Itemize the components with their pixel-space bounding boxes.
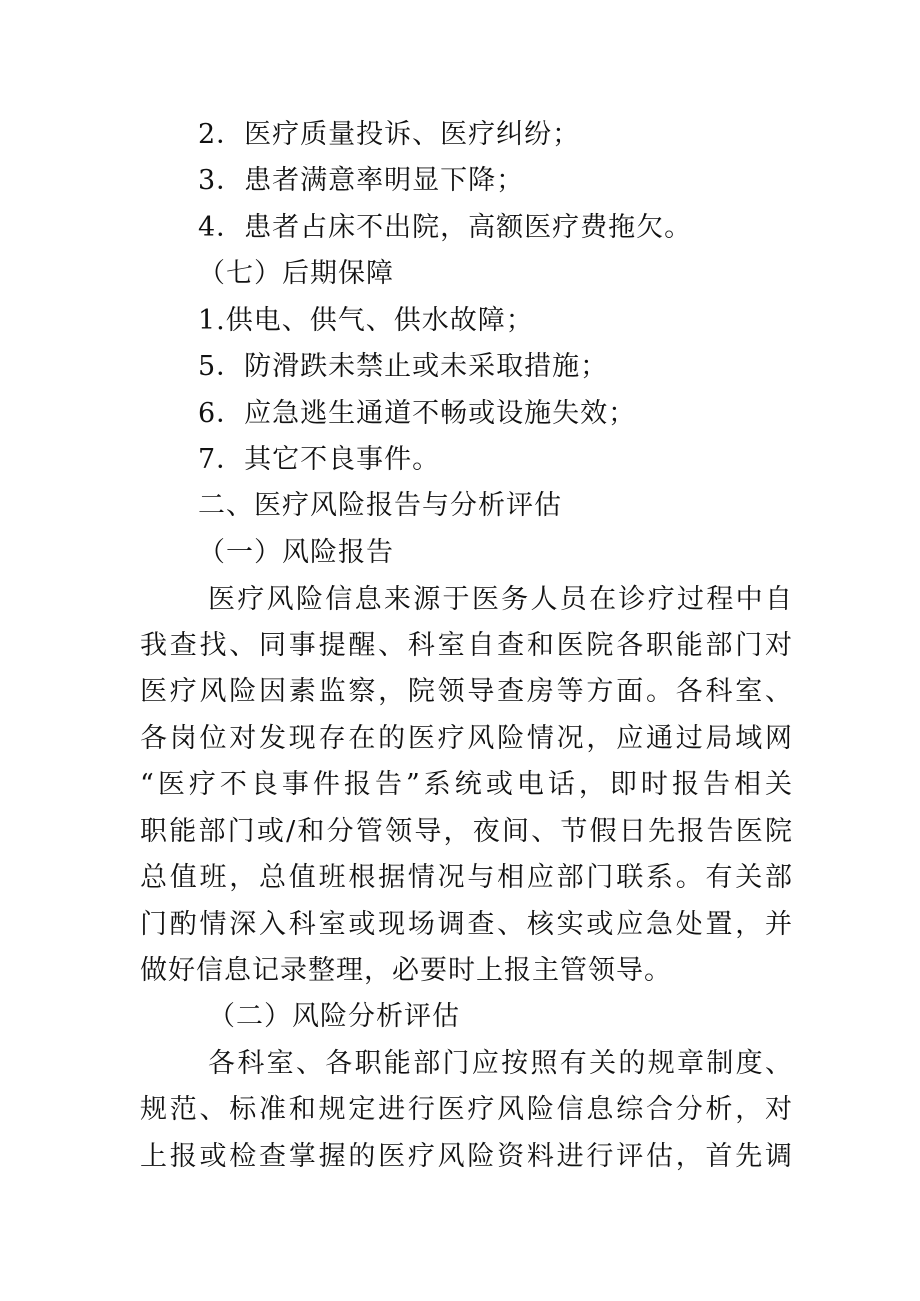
paragraph-line: 我查找、同事提醒、科室自查和医院各职能部门对 (140, 630, 792, 661)
chapter-heading: 二、医疗风险报告与分析评估 (198, 490, 562, 521)
paragraph-line: “医疗不良事件报告”系统或电话，即时报告相关 (140, 769, 792, 800)
paragraph-line: 医疗风险因素监察，院领导查房等方面。各科室、 (140, 676, 792, 707)
paragraph-line: 总值班，总值班根据情况与相应部门联系。有关部 (140, 862, 792, 893)
list-item: 6．应急逃生通道不畅或设施失效； (198, 398, 637, 429)
paragraph-line: 各科室、各职能部门应按照有关的规章制度、 (208, 1048, 792, 1079)
paragraph-line: 上报或检查掌握的医疗风险资料进行评估，首先调 (140, 1141, 792, 1172)
paragraph-line: 各岗位对发现存在的医疗风险情况，应通过局域网 (140, 723, 792, 754)
list-item: 2．医疗质量投诉、医疗纠纷； (198, 119, 581, 150)
list-item: 5．防滑跌未禁止或未采取措施； (198, 351, 609, 382)
paragraph-line: 做好信息记录整理，必要时上报主管领导。 (140, 955, 672, 986)
section-heading: （七）后期保障 (198, 258, 394, 289)
section-heading: （一）风险报告 (198, 537, 394, 568)
list-item: 7．其它不良事件。 (198, 444, 441, 475)
paragraph-line: 门酌情深入科室或现场调查、核实或应急处置，并 (140, 909, 792, 940)
list-item: 3．患者满意率明显下降； (198, 165, 525, 196)
paragraph-line: 规范、标准和规定进行医疗风险信息综合分析，对 (140, 1094, 792, 1125)
paragraph-line: 医疗风险信息来源于医务人员在诊疗过程中自 (208, 584, 792, 615)
list-item: 1.供电、供气、供水故障； (198, 305, 534, 336)
paragraph-line: 职能部门或/和分管领导，夜间、节假日先报告医院 (140, 816, 792, 847)
section-heading: （二）风险分析评估 (208, 1001, 460, 1032)
list-item: 4．患者占床不出院，高额医疗费拖欠。 (198, 212, 693, 243)
